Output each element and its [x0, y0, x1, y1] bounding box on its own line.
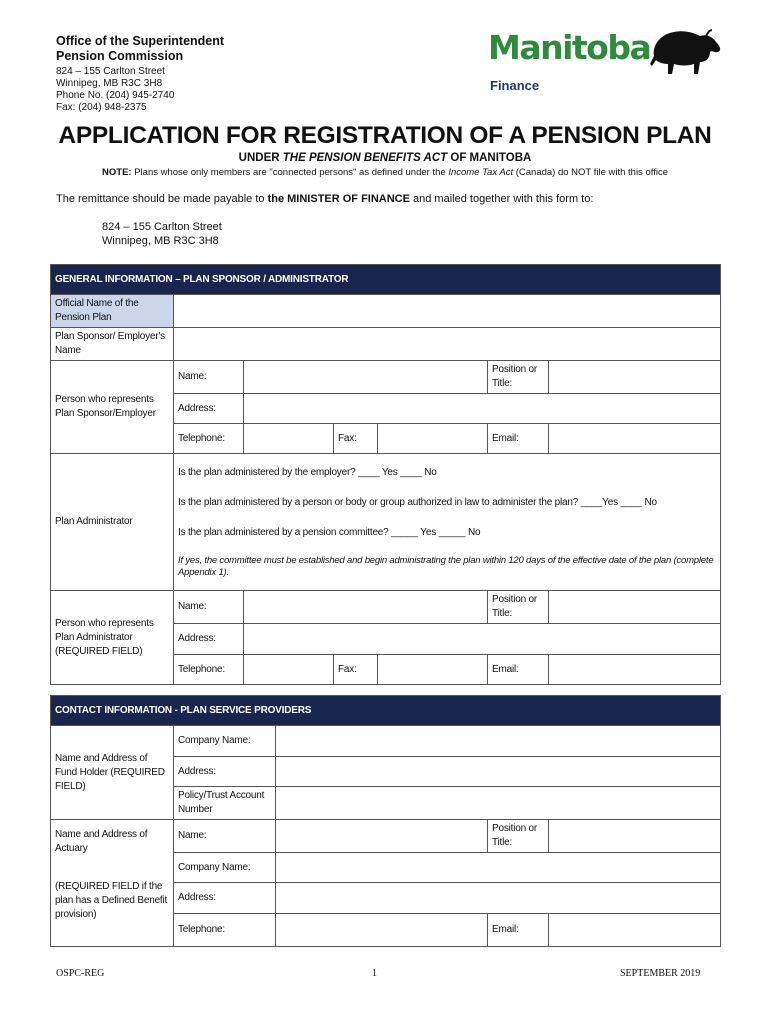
rep-sponsor-email-field[interactable] [549, 424, 721, 454]
rep-sponsor-telephone-field[interactable] [244, 424, 334, 454]
rep-admin-label: Person who represents Plan Administrator (REQUIRED FIELD) [51, 591, 174, 685]
rep-admin-fax-field[interactable] [378, 655, 488, 685]
fund-holder-policy-label: Policy/Trust Account Number [174, 787, 276, 820]
contact-info-table [50, 695, 721, 947]
footer-form-code: OSPC-REG [56, 968, 105, 979]
rep-admin-name-field[interactable] [244, 591, 488, 624]
actuary-label: Name and Address of Actuary (REQUIRED FIELD if the plan has a Defined Benefit provision) [51, 820, 174, 947]
rep-sponsor-label: Person who represents Plan Sponsor/Employer [51, 361, 174, 454]
rep-admin-address-field[interactable] [244, 624, 721, 655]
fund-holder-company-field[interactable] [276, 726, 721, 757]
rep-admin-position-label: Position or Title: [488, 591, 549, 624]
rep-admin-telephone-field[interactable] [244, 655, 334, 685]
rep-admin-name-label: Name: [174, 591, 244, 624]
page-title: APPLICATION FOR REGISTRATION OF A PENSION PLAN [58, 122, 712, 149]
actuary-address-label: Address: [174, 883, 276, 914]
remittance-text: The remittance should be made payable to the MINISTER OF FINANCE and mailed together with this form to: [56, 193, 594, 205]
admin-question-employer[interactable]: Is the plan administered by the employer? ____ Yes ____ No [178, 467, 437, 478]
official-name-field[interactable] [174, 295, 721, 328]
general-info-table [50, 264, 721, 685]
actuary-email-label: Email: [488, 914, 549, 947]
actuary-company-label: Company Name: [174, 853, 276, 883]
fund-holder-address-field[interactable] [276, 757, 721, 787]
actuary-company-field[interactable] [276, 853, 721, 883]
plan-admin-label: Plan Administrator [51, 454, 174, 591]
sponsor-name-label: Plan Sponsor/ Employer's Name [51, 328, 174, 361]
committee-note: If yes, the committee must be established and begin administrating the plan within 120 days of the effective date of the plan (complete Appendix 1). [178, 555, 714, 578]
rep-admin-fax-label: Fax: [334, 655, 378, 685]
actuary-name-field[interactable] [276, 820, 488, 853]
page-subtitle: UNDER THE PENSION BENEFITS ACT OF MANITOBA [238, 152, 532, 164]
bison-icon [648, 26, 724, 78]
rep-sponsor-name-label: Name: [174, 361, 244, 394]
actuary-telephone-field[interactable] [276, 914, 488, 947]
rep-sponsor-position-field[interactable] [549, 361, 721, 394]
note-text: NOTE: Plans whose only members are "connected persons" as defined under the Income Tax Act (Canada) do NOT file with this office [102, 167, 668, 178]
actuary-position-label: Position or Title: [488, 820, 549, 853]
rep-admin-telephone-label: Telephone: [174, 655, 244, 685]
plan-admin-questions [174, 454, 721, 591]
manitoba-finance-logo: Manitoba Finance [488, 26, 724, 96]
footer-page-number: 1 [372, 968, 377, 979]
org-name: Office of the Superintendent Pension Commission [56, 34, 225, 63]
admin-question-authorized[interactable]: Is the plan administered by a person or body or group authorized in law to administer the plan? ____Yes ____ No [178, 497, 657, 508]
rep-sponsor-telephone-label: Telephone: [174, 424, 244, 454]
actuary-email-field[interactable] [549, 914, 721, 947]
footer-date: SEPTEMBER 2019 [620, 968, 701, 979]
org-address: 824 – 155 Carlton Street Winnipeg, MB R3C 3H8 Phone No. (204) 945-2740 Fax: (204) 948-2375 [56, 66, 175, 113]
mailing-address: 824 – 155 Carlton Street Winnipeg, MB R3C 3H8 [102, 221, 222, 247]
rep-sponsor-position-label: Position or Title: [488, 361, 549, 394]
rep-admin-position-field[interactable] [549, 591, 721, 624]
rep-admin-address-label: Address: [174, 624, 244, 655]
admin-question-committee[interactable]: Is the plan administered by a pension committee? _____ Yes _____ No [178, 527, 481, 538]
rep-sponsor-address-field[interactable] [244, 394, 721, 424]
rep-sponsor-name-field[interactable] [244, 361, 488, 394]
general-section-heading: GENERAL INFORMATION – PLAN SPONSOR / ADMINISTRATOR [51, 265, 721, 295]
rep-sponsor-address-label: Address: [174, 394, 244, 424]
fund-holder-company-label: Company Name: [174, 726, 276, 757]
actuary-telephone-label: Telephone: [174, 914, 276, 947]
official-name-label: Official Name of the Pension Plan [51, 295, 174, 328]
fund-holder-policy-field[interactable] [276, 787, 721, 820]
actuary-address-field[interactable] [276, 883, 721, 914]
rep-admin-email-label: Email: [488, 655, 549, 685]
actuary-name-label: Name: [174, 820, 276, 853]
fund-holder-label: Name and Address of Fund Holder (REQUIRED FIELD) [51, 726, 174, 820]
sponsor-name-field[interactable] [174, 328, 721, 361]
fund-holder-address-label: Address: [174, 757, 276, 787]
rep-sponsor-fax-field[interactable] [378, 424, 488, 454]
rep-admin-email-field[interactable] [549, 655, 721, 685]
contact-section-heading: CONTACT INFORMATION - PLAN SERVICE PROVIDERS [51, 696, 721, 726]
rep-sponsor-fax-label: Fax: [334, 424, 378, 454]
rep-sponsor-email-label: Email: [488, 424, 549, 454]
actuary-position-field[interactable] [549, 820, 721, 853]
